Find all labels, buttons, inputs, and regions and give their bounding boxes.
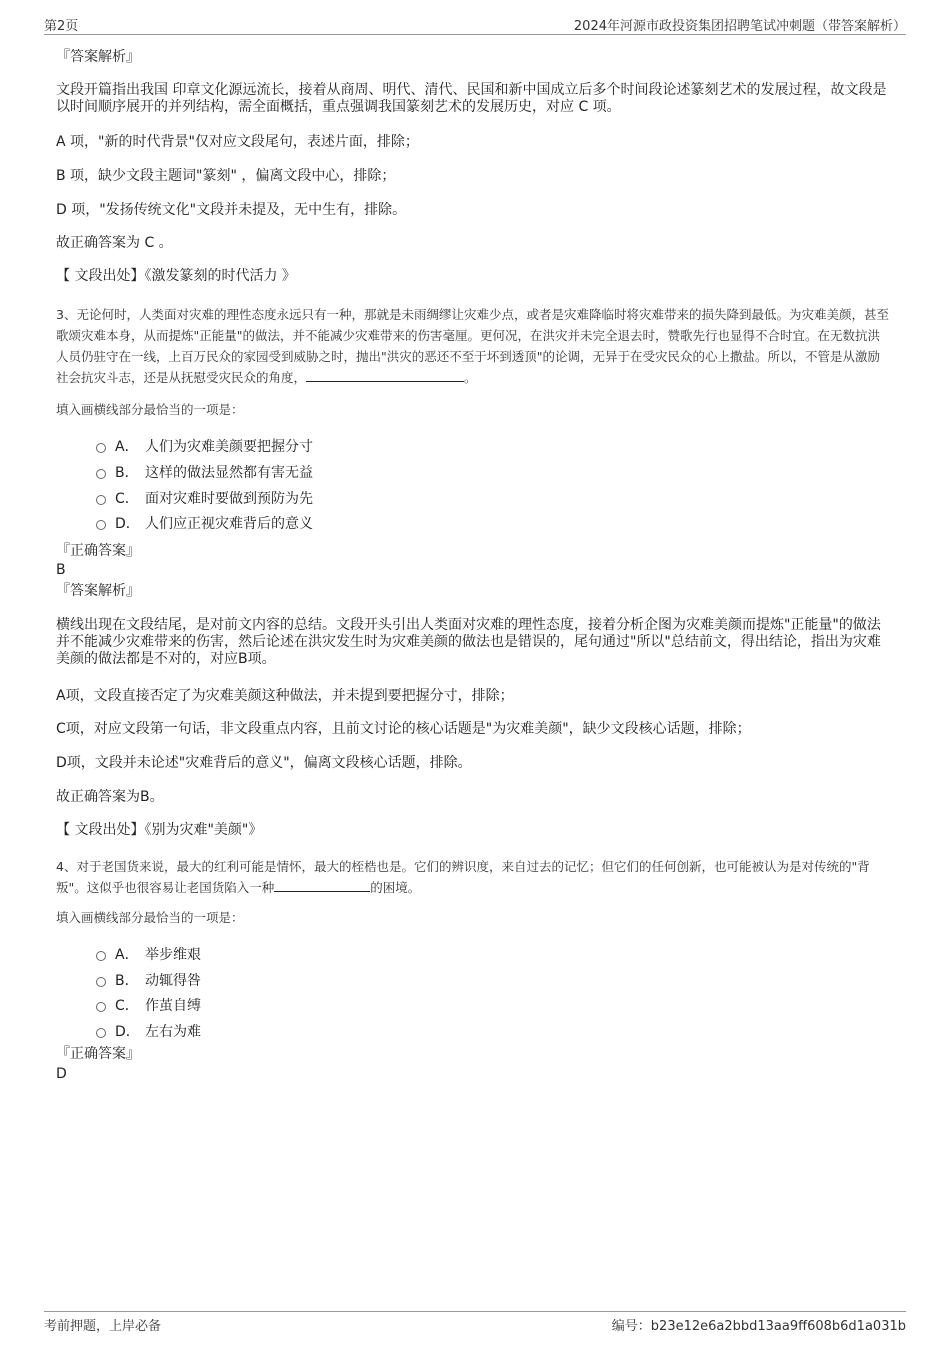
q3-analysis-option-a: A项，文段直接否定了为灾难美颜这种做法，并未提到要把握分寸，排除； xyxy=(56,688,514,704)
q4-stem-text: 4、对于老国货来说，最大的红利可能是情怀，最大的桎梏也是。它们的辨识度，来自过去的记忆；但它们的任何创新，也可能被认为是对传统的"背叛"。这似乎也很容易让老国货陷入一种 xyxy=(56,859,870,895)
radio-icon[interactable] xyxy=(96,520,106,530)
document-title: 2024年河源市政投资集团招聘笔试冲刺题（带答案解析） xyxy=(573,19,906,34)
q4-option-d[interactable]: D． 左右为难 xyxy=(96,1023,201,1041)
radio-icon[interactable] xyxy=(96,1002,106,1012)
q3-stem-text: 3、无论何时，人类面对灾难的理性态度永远只有一种，那就是未雨绸缪让灾难少点，或者是灾难降临时将灾难带来的损失降到最低。为灾难美颜，甚至歌颂灾难本身，从而提炼"正能量"的做法，并不能减少灾难带来的伤害毫厘。更何况，在洪灾并未完全退去时，赞歌先行也显得不合时宜。在无数抗洪人员仍驻守在一线，上百万民众的家园受到威胁之时，抛出"洪灾的恶还不至于坏到透顶"的论调，无异于在受灾民众的心上撒盐。所以，不管是从激励社会抗灾斗志，还是从抚慰受灾民众的角度， xyxy=(56,307,889,385)
q4-option-a[interactable]: A． 举步维艰 xyxy=(96,946,201,964)
page-footer xyxy=(44,1311,906,1338)
q4-stem-end: 的困境。 xyxy=(370,880,421,895)
q3-stem xyxy=(56,304,891,388)
q2-analysis-option-b: B 项，缺少文段主题词"篆刻" ，偏离文段中心，排除； xyxy=(56,168,396,184)
q3-analysis-option-d: D项，文段并未论述"灾难背后的意义"，偏离文段核心话题，排除。 xyxy=(56,755,472,771)
radio-icon[interactable] xyxy=(96,443,106,453)
q4-stem xyxy=(56,856,891,898)
q3-option-b[interactable]: B． 这样的做法显然都有害无益 xyxy=(96,464,313,482)
q3-answer: B xyxy=(56,562,66,578)
q3-source: 【 文段出处】《别为灾难"美颜"》 xyxy=(56,822,263,838)
radio-icon[interactable] xyxy=(96,469,106,479)
q4-answer-title: 『正确答案』 xyxy=(56,1046,140,1062)
q3-option-d[interactable]: D． 人们应正视灾难背后的意义 xyxy=(96,515,313,533)
q3-conclusion: 故正确答案为B。 xyxy=(56,789,164,805)
q4-option-b[interactable]: B． 动辄得咎 xyxy=(96,972,201,990)
radio-icon[interactable] xyxy=(96,495,106,505)
q2-conclusion: 故正确答案为 C 。 xyxy=(56,235,173,251)
code-value: b23e12e6a2bbd13aa9ff608b6d1a031b xyxy=(650,1319,906,1334)
q4-option-c[interactable]: C． 作茧自缚 xyxy=(96,997,201,1015)
q3-answer-blank xyxy=(306,369,464,382)
document-code xyxy=(612,1315,906,1334)
q3-option-a[interactable]: A． 人们为灾难美颜要把握分寸 xyxy=(96,438,313,456)
radio-icon[interactable] xyxy=(96,951,106,961)
q3-answer-title: 『正确答案』 xyxy=(56,543,140,559)
q2-analysis-option-a: A 项，"新的时代背景"仅对应文段尾句，表述片面，排除； xyxy=(56,134,419,150)
page-number: 第2页 xyxy=(44,19,79,34)
q2-analysis-title: 『答案解析』 xyxy=(56,49,140,65)
q3-stem-end: 。 xyxy=(464,370,477,385)
page-header xyxy=(44,12,906,35)
q3-analysis-option-c: C项，对应文段第一句话，非文段重点内容，且前文讨论的核心话题是"为灾难美颜"，缺少文段核心话题，排除； xyxy=(56,721,751,737)
q3-analysis-paragraph: 横线出现在文段结尾，是对前文内容的总结。文段开头引出人类面对灾难的理性态度，接着分析企图为灾难美颜而提炼"正能量"的做法并不能减少灾难带来的伤害，然后论述在洪灾发生时为灾难美颜的做法也是错误的，尾句通过"所以"总结前文，得出结论，指出为灾难美颜的做法都是不对的，对应B项。 xyxy=(56,617,881,667)
q2-analysis-paragraph: 文段开篇指出我国 印章文化源远流长，接着从商周、明代、清代、民国和新中国成立后多个时间段论述篆刻艺术的发展过程，故文段是以时间顺序展开的并列结构，需全面概括，重点强调我国篆刻艺术的发展历史，对应 C 项。 xyxy=(56,82,887,115)
q2-analysis-option-d: D 项，"发扬传统文化"文段并未提及，无中生有，排除。 xyxy=(56,202,407,218)
q3-analysis-title: 『答案解析』 xyxy=(56,583,140,599)
q4-answer-blank xyxy=(274,879,370,892)
q2-source: 【 文段出处】《激发篆刻的时代活力 》 xyxy=(56,268,296,284)
q4-answer: D xyxy=(56,1066,67,1082)
q3-option-c[interactable]: C． 面对灾难时要做到预防为先 xyxy=(96,490,313,508)
radio-icon[interactable] xyxy=(96,1028,106,1038)
radio-icon[interactable] xyxy=(96,977,106,987)
code-label: 编号： xyxy=(611,1319,651,1334)
q4-instruction: 填入画横线部分最恰当的一项是： xyxy=(56,910,244,925)
footer-slogan: 考前押题，上岸必备 xyxy=(44,1319,162,1334)
q3-instruction: 填入画横线部分最恰当的一项是： xyxy=(56,402,244,417)
